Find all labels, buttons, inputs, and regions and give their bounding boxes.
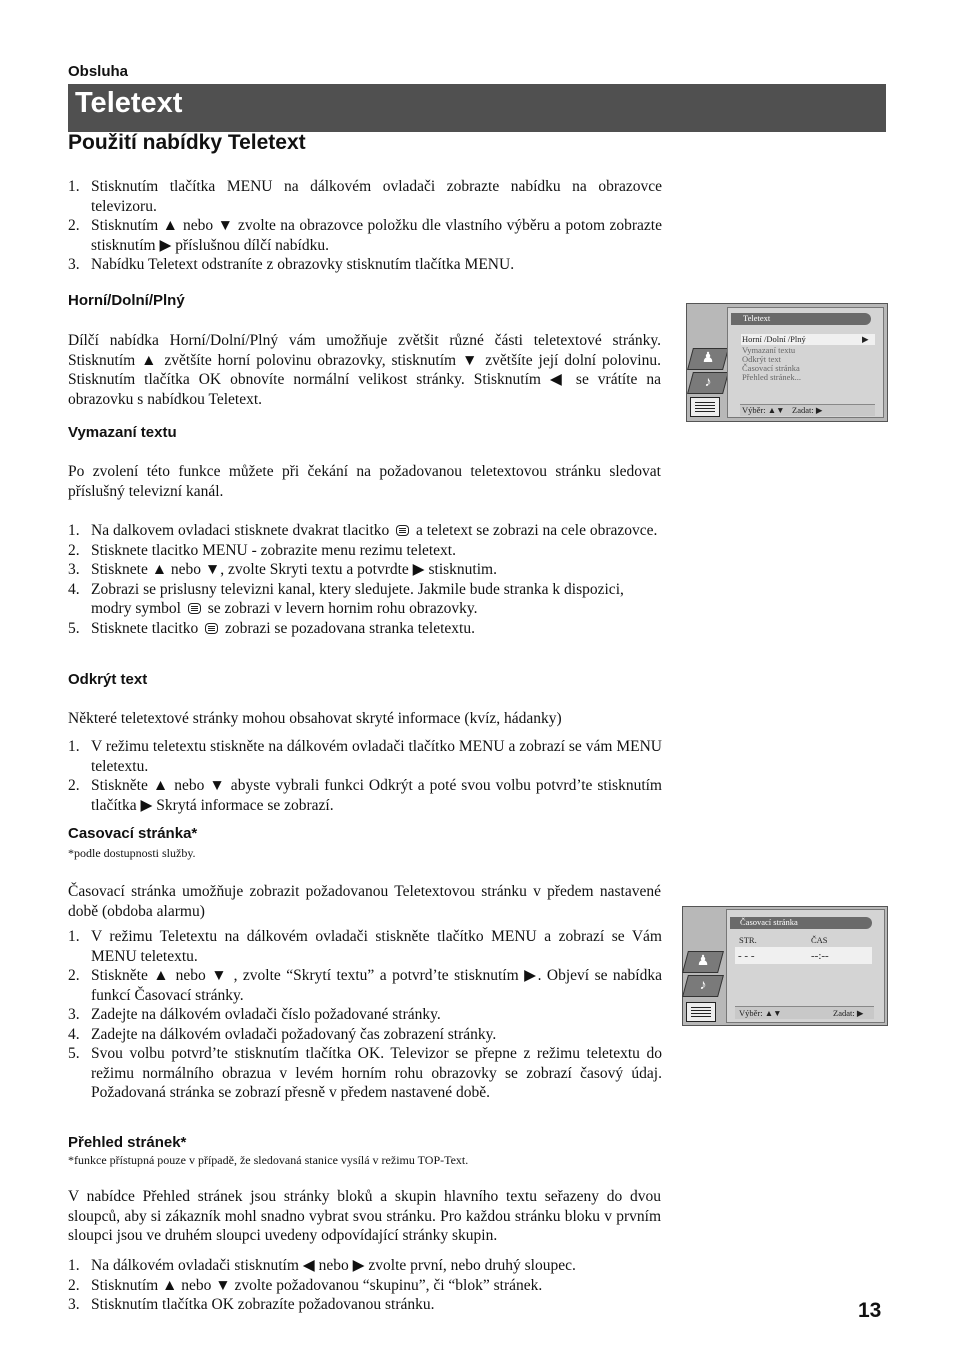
time-input[interactable]: --:-- — [811, 950, 829, 962]
menu-title: Teletext — [731, 313, 871, 325]
list-item: 1. V režimu teletextu stiskněte na dálkovém ovladači tlačítko MENU a zobrazí se vám MENU teletextu. — [68, 738, 662, 775]
intro-list — [68, 177, 662, 275]
timer-title: Časovací stránka — [730, 917, 872, 929]
menu-item[interactable]: Přehled stránek... — [742, 372, 802, 382]
list-item: 4. Zobrazi se prislusny televizni kanal, ktery sledujete. Jakmile bude stranka k dispozici, modry symbol se zobrazi v levern hornim rohu obrazovky. — [68, 580, 624, 617]
para-prehled: V nabídce Přehled stránek jsou stránky bloků a skupin hlavního textu seřazeny do dvou sloupců, aby si zákazník mohl snadno vybrat svou stránku. Pro každou stránku bloku v prvním sloupci jsou ve druhém sloupci uvedeny odpovídající stránky skupin. — [68, 1188, 661, 1244]
teletext-icon — [690, 397, 720, 417]
list-item: 4. Zadejte na dálkovém ovladači požadovaný čas zobrazení stránky. — [68, 1025, 497, 1043]
footer-enter: Zadat: ▶ — [792, 405, 823, 415]
casovaci-list — [68, 927, 662, 1103]
list-item: 1. Na dálkovém ovladači stisknutím ◀ nebo ▶ zvolte první, nebo druhý sloupec. — [68, 1257, 576, 1274]
picture-icon: ♟ — [687, 348, 729, 370]
title-bar — [68, 84, 886, 132]
menu-item[interactable]: Horní /Dolní /Plný — [742, 334, 806, 344]
menu-item[interactable]: Časovací stránka — [742, 363, 800, 373]
note-prehled: *funkce přístupná pouze v případě, že sledovaná stanice vysílá v režimu TOP-Text. — [68, 1153, 469, 1167]
para-odkryt: Některé teletextové stránky mohou obsahovat skryté informace (kvíz, hádanky) — [68, 710, 562, 727]
note-casovaci: *podle dostupnosti služby. — [68, 846, 196, 860]
teletext-icon — [396, 525, 409, 536]
page-title: Teletext — [75, 87, 183, 119]
page-number: 13 — [858, 1299, 882, 1322]
vymazani-list — [68, 521, 668, 638]
prehled-list — [68, 1256, 662, 1315]
teletext-icon — [188, 603, 201, 614]
footer-enter: Zadat: ▶ — [833, 1008, 864, 1018]
list-item: 5. Stisknete tlacitko zobrazi se pozadovana stranka teletextu. — [68, 619, 475, 637]
list-item: 1. Na dalkovem ovladaci stisknete dvakrat tlacitko a teletext se zobrazi na cele obrazovce. — [68, 522, 658, 539]
heading-casovaci: Casovací stránka* — [68, 825, 198, 842]
list-item: 3. Stisknutím tlačítka OK zobrazíte požadovanou stránku. — [68, 1296, 435, 1313]
list-item: 2. Stiskněte ▲ nebo ▼ abyste vybrali funkci Odkrýt a poté svou volbu potvrd’te stisknutím tlačítka ▶ Skrytá informace se zobrazí. — [68, 777, 662, 814]
menu-footer — [740, 404, 875, 416]
page-input[interactable]: - - - — [738, 950, 755, 962]
subtitle: Použití nabídky Teletext — [68, 131, 306, 154]
list-item: 3. Stisknete ▲ nebo ▼, zvolte Skryti textu a potvrdte ▶ stisknutim. — [68, 561, 497, 578]
para-horni: Dílčí nabídka Horní/Dolní/Plný vám umožňuje zvětšit různé části teletextové stránky. Stisknutím ▲ zvětšíte horní polovinu obrazovky, stisknutím ▼ zvětšíte její dolní polovinu. Stisknutím tlačítka OK obnovíte normální velikost stránky. Stisknutím ◀ se vrátíte na obrazovku s nabídkou Teletext. — [68, 332, 661, 408]
col-time-label: ČAS — [811, 935, 828, 945]
heading-horni: Horní/Dolní/Plný — [68, 292, 185, 309]
odkryt-list — [68, 737, 662, 815]
teletext-menu-screen — [686, 303, 888, 422]
section-label: Obsluha — [68, 63, 129, 80]
list-item: 2. Stisknutím ▲ nebo ▼ zvolte požadovanou “skupinu”, či “blok” stránek. — [68, 1276, 543, 1294]
timer-footer — [735, 1006, 874, 1019]
list-item: 2. Stisknutím ▲ nebo ▼ zvolte na obrazovce položku dle vlastního výběru a potom zobrazte stisknutím ▶ příslušnou dílčí nabídku. — [68, 217, 662, 254]
list-item: 2. Stisknete tlacitko MENU - zobrazite menu rezimu teletext. — [68, 541, 456, 559]
list-item: 1. V režimu Teletextu na dálkovém ovladači stiskněte tlačítko MENU a zobrazí se Vám MENU teletextu. — [68, 928, 662, 965]
sound-icon: ♪ — [687, 372, 729, 394]
list-item: 3. Zadejte na dálkovém ovladači číslo požadované stránky. — [68, 1006, 441, 1023]
list-item: 5. Svou volbu potvrd’te stisknutím tlačítka OK. Televizor se přepne z režimu teletextu do režimu normálního obrazua v levém horním rohu obrazovky se zobrazí časový údaj. Požadovaná stránka se zobrazí přesně v předem nastavené době. — [68, 1045, 662, 1101]
sound-icon: ♪ — [682, 975, 724, 997]
para-vymazani: Po zvolení této funkce můžete při čekání na požadovanou teletextovou stránku sledovat příslušný televizní kanál. — [68, 463, 661, 500]
menu-item[interactable]: Vymazaní textu — [742, 345, 796, 355]
picture-icon: ♟ — [682, 951, 724, 973]
list-item: 2. Stiskněte ▲ nebo ▼ , zvolte “Skrytí textu” a potvrd’te stisknutím ▶. Objeví se nabídka funkcí Časovací stránky. — [68, 967, 662, 1004]
timer-input-row[interactable] — [735, 947, 872, 964]
list-item: 1. Stisknutím tlačítka MENU na dálkovém ovladači zobrazte nabídku na obrazovce televizoru. — [68, 178, 662, 215]
teletext-icon — [686, 1002, 716, 1022]
para-casovaci: Časovací stránka umožňuje zobrazit požadovanou Teletextovou stránku v předem nastavené době (obdoba alarmu) — [68, 883, 661, 920]
timer-panel — [726, 909, 885, 1023]
menu-panel — [727, 307, 884, 418]
teletext-icon — [205, 623, 218, 634]
heading-prehled: Přehled stránek* — [68, 1134, 187, 1151]
heading-vymazani: Vymazaní textu — [68, 424, 177, 441]
heading-odkryt: Odkrýt text — [68, 671, 148, 688]
footer-select: Výběr: ▲▼ — [739, 1008, 782, 1018]
col-page-label: STR. — [739, 935, 757, 945]
timer-page-screen — [682, 906, 888, 1026]
list-item: 3. Nabídku Teletext odstraníte z obrazovky stisknutím tlačítka MENU. — [68, 256, 515, 273]
arrow-right-icon: ▶ — [862, 334, 869, 344]
footer-select: Výběr: ▲▼ — [742, 405, 785, 415]
menu-item[interactable]: Odkrýt text — [742, 354, 781, 364]
